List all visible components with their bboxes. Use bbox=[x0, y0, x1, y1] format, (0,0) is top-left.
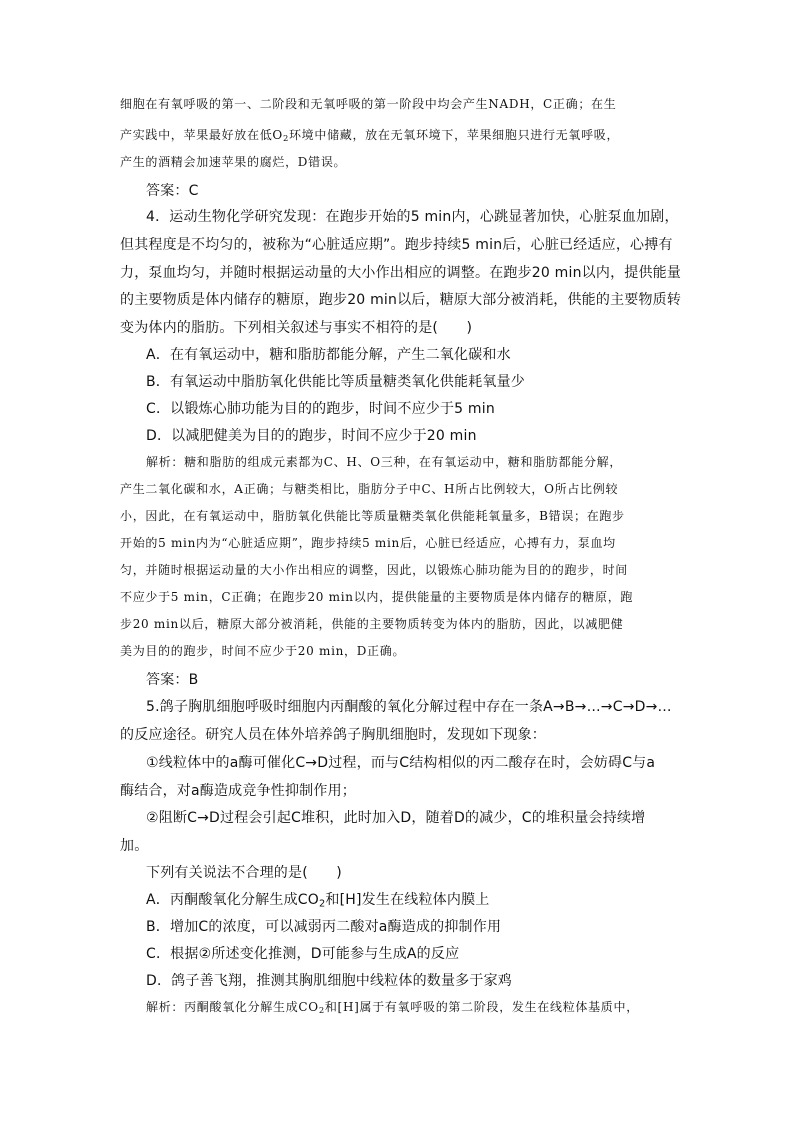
explanation-line: 开始的5 min内为“心脏适应期”，跑步持续5 min后，心脏已经适应，心搏有力，泵血均 bbox=[120, 536, 616, 550]
explanation-line: 步20 min以后，糖原大部分被消耗，供能的主要物质转变为体内的脂肪，因此，以减肥健 bbox=[120, 617, 624, 631]
question-stem-line: 但其程度是不均匀的，被称为“心脏适应期”。跑步持续5 min后，心脏已经适应，心搏有 bbox=[120, 237, 673, 253]
explanation-line: 产生的酒精会加速苹果的腐烂，D错误。 bbox=[120, 155, 347, 169]
option-c: C．以锻炼心肺功能为目的的跑步，时间不应少于5 min bbox=[146, 401, 495, 417]
explanation-line: 不应少于5 min，C正确；在跑步20 min以内，提供能量的主要物质是体内储存的糖原，跑 bbox=[120, 590, 634, 604]
explanation-line: 产生二氧化碳和水，A正确；与糖类相比，脂肪分子中C、H所占比例较大，O所占比例较 bbox=[120, 482, 619, 496]
option-a: A．丙酮酸氧化分解生成$CO_2$和[H]发生在线粒体内膜上 bbox=[146, 892, 490, 909]
option-d: D．以减肥健美为目的的跑步，时间不应少于20 min bbox=[146, 428, 477, 444]
option-b: B．有氧运动中脂肪氧化供能比等质量糖类氧化供能耗氧量少 bbox=[146, 374, 526, 390]
observation-line: 酶结合，对a酶造成竞争性抑制作用； bbox=[120, 783, 356, 799]
explanation-line: 美为目的的跑步，时间不应少于20 min，D正确。 bbox=[120, 644, 406, 658]
question-stem-line: 的主要物质是体内储存的糖原，跑步20 min以后，糖原大部分被消耗，供能的主要物质转 bbox=[120, 292, 682, 308]
observation-line: ②阻断C→D过程会引起C堆积，此时加入D，随着D的减少，C的堆积量会持续增 bbox=[146, 810, 646, 826]
option-b: B．增加C的浓度，可以减弱丙二酸对a酶造成的抑制作用 bbox=[146, 919, 502, 935]
explanation-line: 产实践中，苹果最好放在低$O_2$环境中储藏，放在无氧环境下，苹果细胞只进行无氧呼吸， bbox=[120, 128, 620, 143]
observation-line: 加。 bbox=[120, 838, 149, 854]
question-stem-line: 4．运动生物化学研究发现：在跑步开始的5 min内，心跳显著加快，心脏泵血加剧， bbox=[146, 209, 679, 225]
question-stem-line: 5.鸽子胸肌细胞呼吸时细胞内丙酮酸的氧化分解过程中存在一条A→B→…→C→D→… bbox=[146, 699, 672, 715]
option-c: C．根据②所述变化推测，D可能参与生成A的反应 bbox=[146, 946, 460, 962]
option-a: A．在有氧运动中，糖和脂肪都能分解，产生二氧化碳和水 bbox=[146, 347, 511, 363]
explanation-line: 匀，并随时根据运动量的大小作出相应的调整，因此，以锻炼心肺功能为目的的跑步，时间 bbox=[120, 563, 629, 577]
question-prompt: 下列有关说法不合理的是( ) bbox=[146, 865, 342, 881]
explanation-line: 解析：糖和脂肪的组成元素都为C、H、O三种，在有氧运动中，糖和脂肪都能分解， bbox=[146, 455, 623, 469]
explanation-line: 细胞在有氧呼吸的第一、二阶段和无氧呼吸的第一阶段中均会产生NADH，C正确；在生 bbox=[120, 97, 617, 111]
option-d: D．鸽子善飞翔，推测其胸肌细胞中线粒体的数量多于家鸡 bbox=[146, 973, 512, 989]
explanation-line: 小，因此，在有氧运动中，脂肪氧化供能比等质量糖类氧化供能耗氧量多，B错误；在跑步 bbox=[120, 509, 625, 523]
answer-label: 答案：B bbox=[146, 672, 199, 688]
explanation-line: 解析：丙酮酸氧化分解生成$CO_2$和[H]属于有氧呼吸的第二阶段，发生在线粒体基质中， bbox=[146, 1000, 639, 1015]
question-stem-line: 的反应途径。研究人员在体外培养鸽子胸肌细胞时，发现如下现象： bbox=[120, 727, 546, 743]
answer-label: 答案：C bbox=[146, 183, 199, 199]
question-stem-line: 力，泵血均匀，并随时根据运动量的大小作出相应的调整。在跑步20 min以内，提供能量 bbox=[120, 265, 682, 281]
question-stem-line: 变为体内的脂肪。下列相关叙述与事实不相符的是( ) bbox=[120, 320, 473, 336]
observation-line: ①线粒体中的a酶可催化C→D过程，而与C结构相似的丙二酸存在时，会妨碍C与a bbox=[146, 755, 656, 771]
